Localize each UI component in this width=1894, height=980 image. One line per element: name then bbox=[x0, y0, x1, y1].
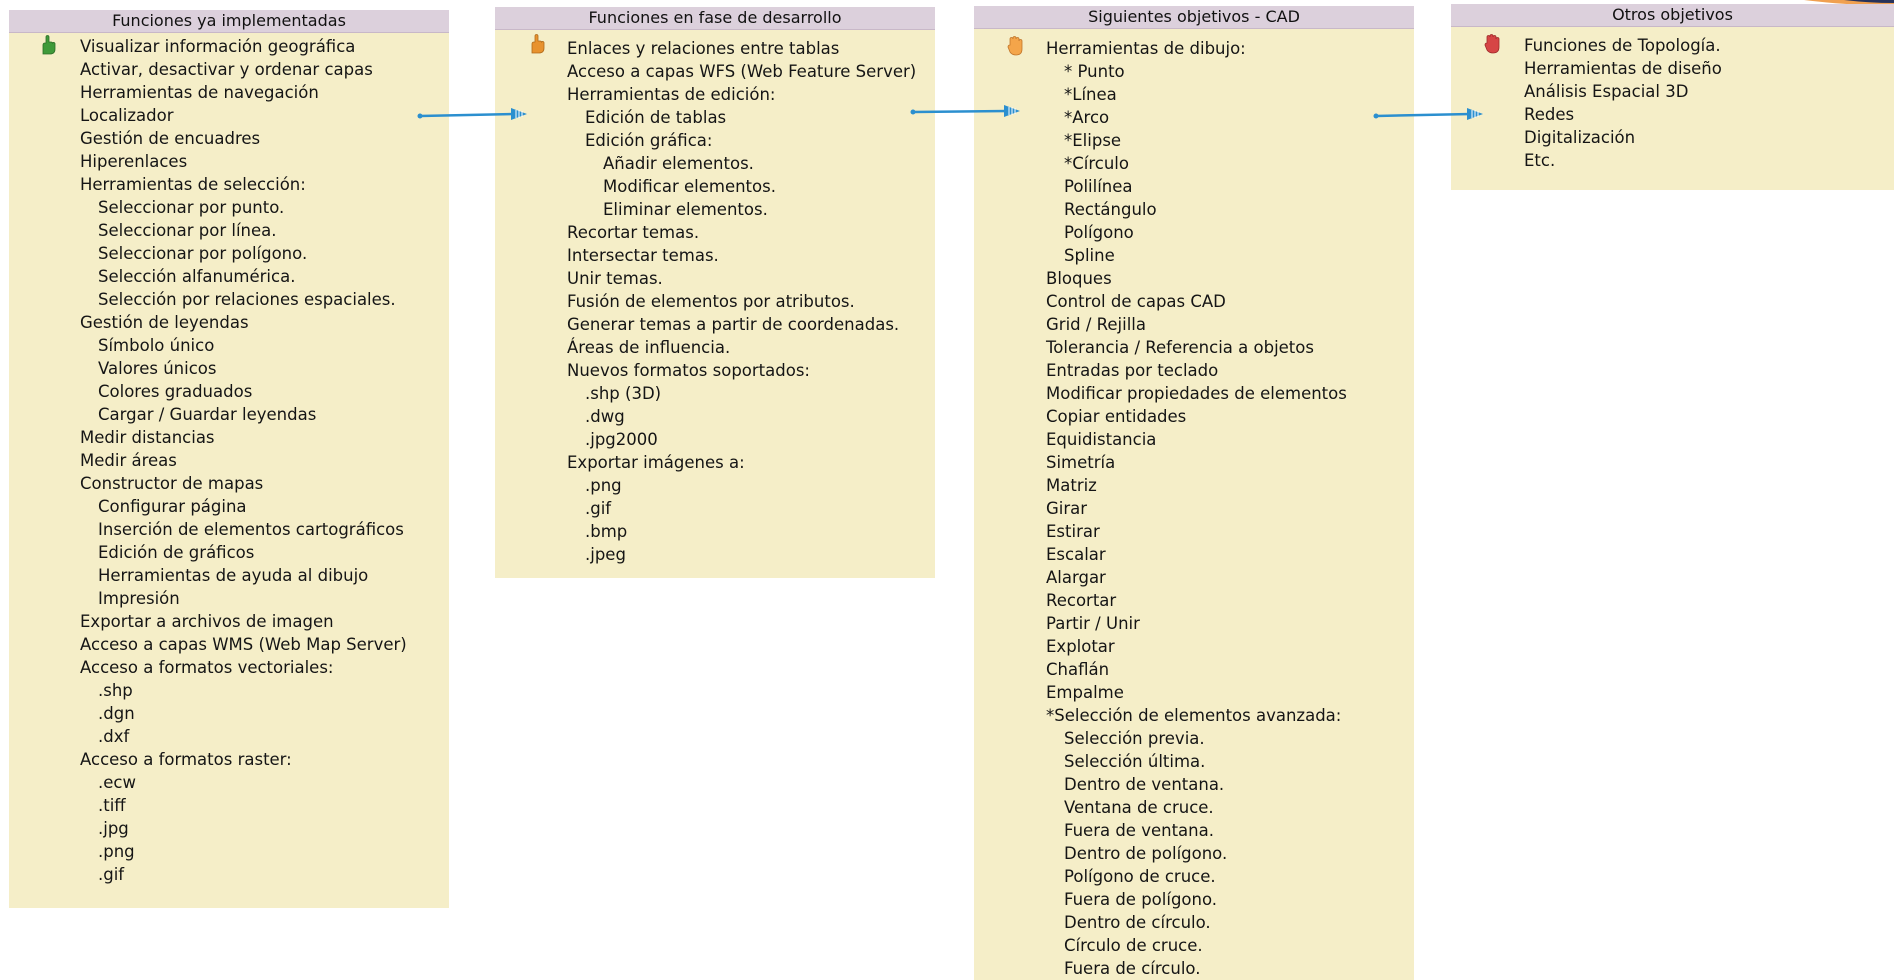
arrow-3-to-4 bbox=[1371, 106, 1486, 122]
list-item: *Elipse bbox=[1064, 131, 1122, 150]
list-item: Colores graduados bbox=[98, 382, 253, 401]
list-item: Hiperenlaces bbox=[80, 152, 188, 171]
list-item: Empalme bbox=[1046, 683, 1124, 702]
list-item: Visualizar información geográfica bbox=[80, 37, 356, 56]
list-item: .ecw bbox=[98, 773, 136, 792]
panel-title: Funciones en fase de desarrollo bbox=[495, 7, 935, 30]
list-item: Valores únicos bbox=[98, 359, 217, 378]
list-item: Cargar / Guardar leyendas bbox=[98, 405, 317, 424]
arrow-1-to-2 bbox=[415, 106, 530, 122]
list-item: Fusión de elementos por atributos. bbox=[567, 292, 855, 311]
list-item: Selección alfanumérica. bbox=[98, 267, 296, 286]
list-item: Recortar temas. bbox=[567, 223, 700, 242]
hand-icon bbox=[526, 33, 548, 55]
list-item: .shp bbox=[98, 681, 133, 700]
list-item: Spline bbox=[1064, 246, 1115, 265]
hand-icon bbox=[37, 34, 59, 56]
list-item: Medir áreas bbox=[80, 451, 177, 470]
list-item: Selección por relaciones espaciales. bbox=[98, 290, 396, 309]
hand-icon bbox=[1481, 33, 1503, 55]
list-item: Escalar bbox=[1046, 545, 1106, 564]
list-item: Impresión bbox=[98, 589, 180, 608]
list-item: Círculo de cruce. bbox=[1064, 936, 1203, 955]
list-item: *Línea bbox=[1064, 85, 1117, 104]
list-item: *Selección de elementos avanzada: bbox=[1046, 706, 1342, 725]
list-item: .jpg bbox=[98, 819, 129, 838]
list-item: Gestión de leyendas bbox=[80, 313, 249, 332]
list-item: Selección previa. bbox=[1064, 729, 1205, 748]
list-item: Exportar a archivos de imagen bbox=[80, 612, 334, 631]
list-item: Añadir elementos. bbox=[603, 154, 754, 173]
list-item: Medir distancias bbox=[80, 428, 215, 447]
list-item: Activar, desactivar y ordenar capas bbox=[80, 60, 373, 79]
list-item: Acceso a formatos vectoriales: bbox=[80, 658, 334, 677]
list-item: Explotar bbox=[1046, 637, 1115, 656]
panel-title: Funciones ya implementadas bbox=[9, 10, 449, 33]
list-item: Etc. bbox=[1524, 151, 1556, 170]
list-item: Gestión de encuadres bbox=[80, 129, 261, 148]
list-item: Alargar bbox=[1046, 568, 1106, 587]
list-item: Funciones de Topología. bbox=[1524, 36, 1721, 55]
panel-in-development bbox=[495, 7, 935, 578]
feature-list bbox=[567, 37, 916, 566]
list-item: .png bbox=[98, 842, 135, 861]
list-item: Enlaces y relaciones entre tablas bbox=[567, 39, 840, 58]
list-item: Equidistancia bbox=[1046, 430, 1157, 449]
list-item: Partir / Unir bbox=[1046, 614, 1140, 633]
list-item: Dentro de ventana. bbox=[1064, 775, 1225, 794]
list-item: Eliminar elementos. bbox=[603, 200, 768, 219]
list-item: Herramientas de edición: bbox=[567, 85, 776, 104]
list-item: Acceso a capas WFS (Web Feature Server) bbox=[567, 62, 917, 81]
list-item: .dgn bbox=[98, 704, 135, 723]
list-item: Símbolo único bbox=[98, 336, 215, 355]
list-item: Edición de tablas bbox=[585, 108, 727, 127]
list-item: Control de capas CAD bbox=[1046, 292, 1226, 311]
list-item: Dentro de círculo. bbox=[1064, 913, 1211, 932]
list-item: Selección última. bbox=[1064, 752, 1206, 771]
list-item: .png bbox=[585, 476, 622, 495]
list-item: Acceso a formatos raster: bbox=[80, 750, 292, 769]
list-item: Redes bbox=[1524, 105, 1575, 124]
list-item: Análisis Espacial 3D bbox=[1524, 82, 1689, 101]
list-item: Inserción de elementos cartográficos bbox=[98, 520, 404, 539]
list-item: Herramientas de diseño bbox=[1524, 59, 1722, 78]
list-item: Copiar entidades bbox=[1046, 407, 1187, 426]
feature-list bbox=[1046, 37, 1347, 980]
list-item: .bmp bbox=[585, 522, 628, 541]
list-item: Estirar bbox=[1046, 522, 1100, 541]
list-item: Dentro de polígono. bbox=[1064, 844, 1228, 863]
list-item: Generar temas a partir de coordenadas. bbox=[567, 315, 900, 334]
list-item: .gif bbox=[98, 865, 125, 884]
list-item: Modificar propiedades de elementos bbox=[1046, 384, 1347, 403]
list-item: Bloques bbox=[1046, 269, 1112, 288]
list-item: *Círculo bbox=[1064, 154, 1129, 173]
panel-title: Siguientes objetivos - CAD bbox=[974, 6, 1414, 29]
list-item: Edición gráfica: bbox=[585, 131, 713, 150]
list-item: Ventana de cruce. bbox=[1064, 798, 1214, 817]
list-item: Localizador bbox=[80, 106, 174, 125]
list-item: Seleccionar por punto. bbox=[98, 198, 285, 217]
list-item: Fuera de ventana. bbox=[1064, 821, 1214, 840]
list-item: Polígono de cruce. bbox=[1064, 867, 1216, 886]
list-item: Tolerancia / Referencia a objetos bbox=[1046, 338, 1314, 357]
list-item: Matriz bbox=[1046, 476, 1097, 495]
list-item: Herramientas de dibujo: bbox=[1046, 39, 1246, 58]
panel-cad-objectives bbox=[974, 6, 1414, 980]
hand-icon bbox=[1004, 35, 1026, 57]
list-item: Herramientas de navegación bbox=[80, 83, 319, 102]
list-item: Fuera de polígono. bbox=[1064, 890, 1218, 909]
list-item: Áreas de influencia. bbox=[567, 338, 731, 357]
list-item: Nuevos formatos soportados: bbox=[567, 361, 810, 380]
panel-other-objectives bbox=[1451, 4, 1894, 190]
list-item: Intersectar temas. bbox=[567, 246, 719, 265]
list-item: .jpg2000 bbox=[585, 430, 658, 449]
list-item: Unir temas. bbox=[567, 269, 663, 288]
list-item: .gif bbox=[585, 499, 612, 518]
list-item: .shp (3D) bbox=[585, 384, 662, 403]
list-item: Grid / Rejilla bbox=[1046, 315, 1146, 334]
list-item: Acceso a capas WMS (Web Map Server) bbox=[80, 635, 407, 654]
arrow-2-to-3 bbox=[908, 103, 1023, 119]
list-item: .jpeg bbox=[585, 545, 626, 564]
list-item: Edición de gráficos bbox=[98, 543, 255, 562]
panel-implemented bbox=[9, 10, 449, 908]
list-item: .tiff bbox=[98, 796, 126, 815]
list-item: Seleccionar por línea. bbox=[98, 221, 277, 240]
list-item: *Arco bbox=[1064, 108, 1110, 127]
list-item: .dwg bbox=[585, 407, 625, 426]
list-item: Exportar imágenes a: bbox=[567, 453, 745, 472]
feature-list bbox=[80, 35, 407, 886]
list-item: Constructor de mapas bbox=[80, 474, 264, 493]
list-item: Chaflán bbox=[1046, 660, 1110, 679]
list-item: Girar bbox=[1046, 499, 1088, 518]
panel-title: Otros objetivos bbox=[1451, 4, 1894, 27]
list-item: Seleccionar por polígono. bbox=[98, 244, 308, 263]
list-item: Simetría bbox=[1046, 453, 1116, 472]
list-item: Recortar bbox=[1046, 591, 1117, 610]
list-item: Configurar página bbox=[98, 497, 247, 516]
list-item: Entradas por teclado bbox=[1046, 361, 1219, 380]
list-item: .dxf bbox=[98, 727, 130, 746]
list-item: Digitalización bbox=[1524, 128, 1636, 147]
feature-list bbox=[1524, 34, 1722, 172]
list-item: Herramientas de ayuda al dibujo bbox=[98, 566, 369, 585]
list-item: Fuera de círculo. bbox=[1064, 959, 1201, 978]
list-item: * Punto bbox=[1064, 62, 1125, 81]
list-item: Polígono bbox=[1064, 223, 1134, 242]
list-item: Herramientas de selección: bbox=[80, 175, 306, 194]
list-item: Modificar elementos. bbox=[603, 177, 776, 196]
list-item: Rectángulo bbox=[1064, 200, 1157, 219]
list-item: Polilínea bbox=[1064, 177, 1133, 196]
